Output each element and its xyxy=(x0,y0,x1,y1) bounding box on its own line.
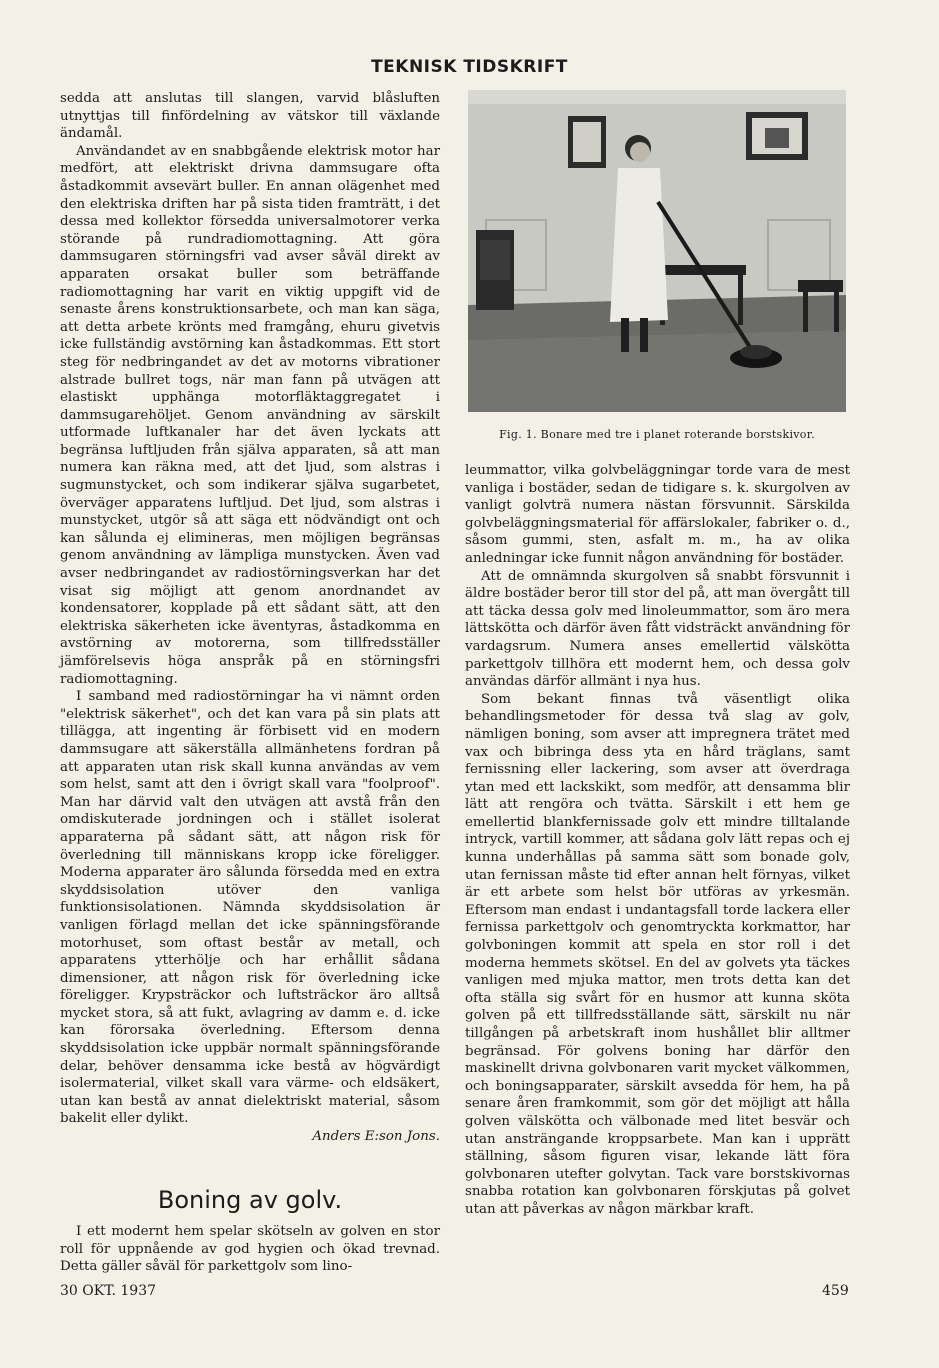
left-column xyxy=(60,90,440,1276)
right-column xyxy=(465,462,850,1219)
figure-photo xyxy=(468,90,846,412)
section-title: Boning av golv. xyxy=(157,1185,343,1214)
floor-polisher-photo xyxy=(468,90,846,412)
figure-caption: Fig. 1. Bonare med tre i planet roterande borstskivor. xyxy=(499,428,815,441)
issue-date: 30 OKT. 1937 xyxy=(60,1283,157,1299)
paragraph: sedda att anslutas till slangen, varvid blåsluften utnyttjas till finfördelning av vätskor till växlande ändamål. xyxy=(60,91,440,142)
paragraph: leummattor, vilka golvbeläggningar torde vara de mest vanliga i bostäder, sedan de tidigare s. k. skurgolven av vanligt golvträ numera nästan försvunnit. Särskilda golvbeläggningsmaterial för affärslokaler, fabriker o. d., såsom gummi, sten, asfalt m. m., ha av olika anledningar icke funnit någon användning för bostäder. xyxy=(465,463,850,566)
paragraph: I ett modernt hem spelar skötseln av golven en stor roll för uppnående av god hygien och ökad trevnad. Detta gäller såväl för parkettgolv som lino- xyxy=(60,1224,440,1275)
page-number: 459 xyxy=(822,1283,849,1299)
paragraph: Användandet av en snabbgående elektrisk motor har medfört, att elektriskt drivna dammsugare ofta åstadkommit avsevärt buller. En annan olägenhet med den elektriska driften har på sista tiden framträtt, i det dessa med kollektor försedda universalmotorer verka störande på rundradiomottagning. Att göra dammsugaren störningsfri vad avser såväl direkt av apparaten orsakat buller som beträffande radiomottagning har varit en viktig uppgift vid de senaste årens konstruktionsarbete, och man kan säga, att detta arbete krönts med framgång, ehuru givetvis icke fullständig avstörning kan åstadkommas. Ett stort steg för nedbringandet av det av motorns vibrationer alstrade bullret togs, när man fann på utvägen att elastiskt upphänga motorfläktaggregatet i dammsugarehöljet. Genom användning av särskilt utformade luftkanaler har det även lyckats att begränsa luftljuden från själva apparaten, så att man numera kan räkna med, att det ljud, som alstras i sugmunstycket, och som indikerar själva sugarbetet, överväger apparatens luftljud. Det ljud, som alstras i munstycket, utgör så att säga ett nödvändigt ont och kan sålunda ej elimineras, men möjligen begränsas genom användning av lämpliga munstycken. Även vad avser nedbringandet av radiostörningsverkan har det visat sig möjligt att genom anordnandet av kondensatorer, kopplade på ett sådant sätt, att den elektriska säkerheten icke äventyras, åstadkomma en avstörning av motorerna, som tillfredsställer jämförelsevis höga anspråk på en störningsfri radiomottagning. xyxy=(60,143,440,687)
paragraph: Att de omnämnda skurgolven så snabbt försvunnit i äldre bostäder beror till stor del på, att man övergått till att täcka dessa golv med linoleummattor, som äro mera lättskötta och därför även fått vidsträckt användning för vardagsrum. Numera anses emellertid välskötta parkettgolv tillhöra ett modernt hem, och dessa golv användas därför allmänt i nya hus. xyxy=(465,568,850,690)
author-signature: Anders E:son Jons. xyxy=(312,1129,440,1145)
paragraph: I samband med radiostörningar ha vi nämnt orden "elektrisk säkerhet", och det kan vara på sin plats att tillägga, att ingenting är förbisett vid en modern dammsugare att säkerställa allmänhetens fordran på att apparaten utan risk skall kunna användas av vem som helst, samt att den i övrigt skall vara "foolproof". Man har därvid valt den utvägen att avstå från den omdiskuterade jordningen och i stället isolerat apparaterna på sådant sätt, att någon risk för överledning till människans kropp icke föreligger. Moderna apparater äro sålunda försedda med en extra skyddsisolation utöver den vanliga funktionsisolationen. Nämnda skyddsisolation är vanligen förlagd mellan det icke spänningsförande motorhuset, som oftast består av metall, och apparatens ytterhölje och har erhållit sådana dimensioner, att någon risk för överledning icke föreligger. Krypsträckor och luftsträckor äro alltså mycket stora, så att fukt, avlagring av damm e. d. icke kan förorsaka överledning. Eftersom denna skyddsisolation icke uppbär normalt spänningsförande delar, behöver densamma icke bestå av högvärdigt isolermaterial, vilket skall vara värme- och eldsäkert, utan kan bestå av annat dielektriskt material, såsom bakelit eller dylikt. xyxy=(60,689,440,1127)
paragraph: Som bekant finnas två väsentligt olika behandlingsmetoder för dessa två slag av golv, nämligen boning, som avser att impregnera trätet med vax och bibringa dess yta en hård träglans, samt fernissning eller lackering, som avser att överdraga ytan med ett lackskikt, som medför, att densamma blir lätt att rengöra och tvätta. Särskilt i ett hem ge emellertid blankfernissade golv ett mindre tilltalande intryck, vartill kommer, att sådana golv lätt repas och ej kunna underhållas på samma sätt som bonade golv, utan fernissan måste tid efter annan helt förnyas, vilket är ett arbete som helst bör utföras av yrkesmän. Eftersom man endast i undantagsfall torde lackera eller fernissa parkettgolv och genomtryckta korkmattor, har golvboningen kommit att spela en stor roll i det moderna hemmets skötsel. En del av golvets yta täckes vanligen med mjuka mattor, men trots detta kan det ofta ställa sig svårt för en husmor att kunna sköta golven på ett tillfredsställande sätt, särskilt nu när tillgången på arbetskraft inom hushållet blir alltmer begränsad. För golvens boning har därför den maskinellt drivna golvbonaren varit mycket välkommen, och boningsapparater, särskilt avsedda för hem, ha på senare åren framkommit, som gör det möjligt att hålla golven välskötta och välbonade med litet besvär och utan ansträngande kroppsarbete. Man kan i upprätt ställning, såsom figuren visar, lekande lätt föra golvbonaren utefter golvytan. Tack vare borstskivornas snabba rotation kan golvbonaren förskjutas på golvet utan att påverkas av någon märkbar kraft. xyxy=(465,691,850,1217)
journal-title: TEKNISK TIDSKRIFT xyxy=(371,57,568,77)
